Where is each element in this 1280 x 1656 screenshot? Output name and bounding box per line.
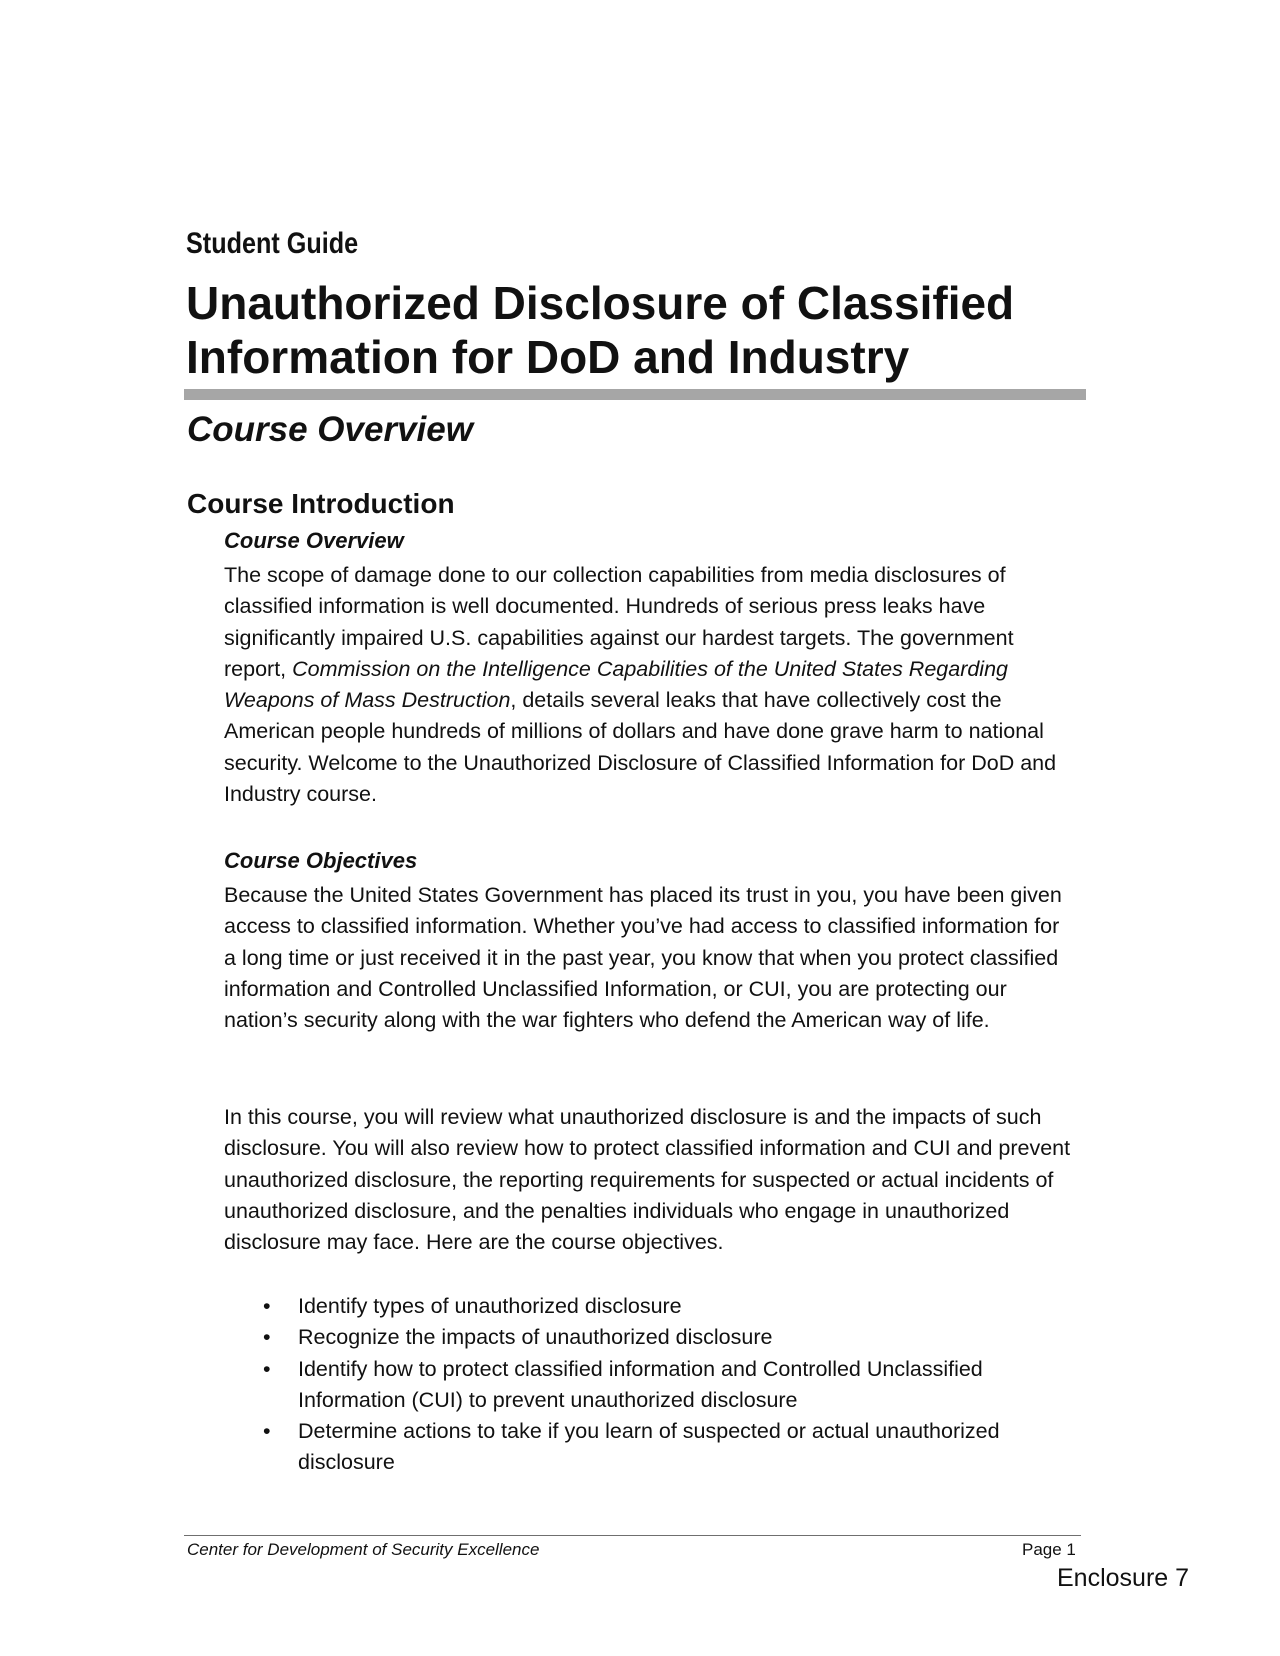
footer-organization: Center for Development of Security Excellence [187, 1540, 540, 1559]
lesson-title: Course Introduction [187, 488, 455, 519]
objectives-paragraph-1: Because the United States Government has placed its trust in you, you have been given access to classified information. Whether you’ve had access to classified information for a long time or just received it in the past year, you know that when you protect classified information and Controlled Unclassified Information, or CUI, you are protecting our nation’s security along with the war fighters who defend the American way of life. [224, 883, 1062, 1033]
bullet-icon: • [263, 1356, 271, 1381]
footer-divider [184, 1535, 1081, 1536]
objectives-heading: Course Objectives [224, 848, 418, 873]
list-item [260, 1416, 1080, 1479]
course-title: Unauthorized Disclosure of Classified Information for DoD and Industry [186, 277, 1015, 383]
bullet-icon: • [263, 1419, 271, 1444]
bullet-icon: • [263, 1325, 271, 1350]
overview-paragraph [224, 560, 1074, 810]
objectives-paragraph-2: In this course, you will review what unauthorized disclosure is and the impacts of such disclosure. You will also review how to protect classified information and CUI and prevent unauthorized disclosure, the reporting requirements for suspected or actual incidents of unauthorized disclosure, and the penalties individuals who engage in unauthorized disclosure may face. Here are the course objectives. [224, 1105, 1071, 1255]
list-item [260, 1291, 1080, 1322]
bullet-icon: • [263, 1294, 271, 1318]
overview-heading: Course Overview [224, 528, 404, 553]
page-number: Page 1 [1022, 1540, 1076, 1559]
section-title: Course Overview [187, 410, 473, 449]
title-divider [184, 389, 1086, 400]
overview-text-start: The scope of damage done to our collection capabilities from media disclosures of classified information is well documented. Hundreds of serious press leaks have significantly impaired U.S. capabilities against our hardest targets. The government report, [224, 563, 1014, 681]
overview-text-end: , details several leaks that have collectively cost the American people hundreds of millions of dollars and have done grave harm to national security. Welcome to the Unauthorized Disclosure of Classified Information for DoD and Industry course. [224, 688, 1057, 807]
objective-text: Determine actions to take if you learn of suspected or actual unauthorized disclosure [298, 1419, 1000, 1475]
list-item [260, 1322, 1080, 1353]
list-item [260, 1354, 1080, 1417]
report-citation: Commission on the Intelligence Capabilities of the United States Regarding Weapons of Mass Destruction [224, 656, 1008, 713]
document-type-label: Student Guide [186, 227, 359, 260]
objectives-list [260, 1291, 1080, 1479]
objective-text: Identify types of unauthorized disclosure [298, 1294, 682, 1318]
objective-text: Recognize the impacts of unauthorized disclosure [298, 1325, 773, 1350]
objective-text: Identify how to protect classified information and Controlled Unclassified Information (CUI) to prevent unauthorized disclosure [298, 1356, 983, 1412]
enclosure-label: Enclosure 7 [1057, 1564, 1190, 1592]
